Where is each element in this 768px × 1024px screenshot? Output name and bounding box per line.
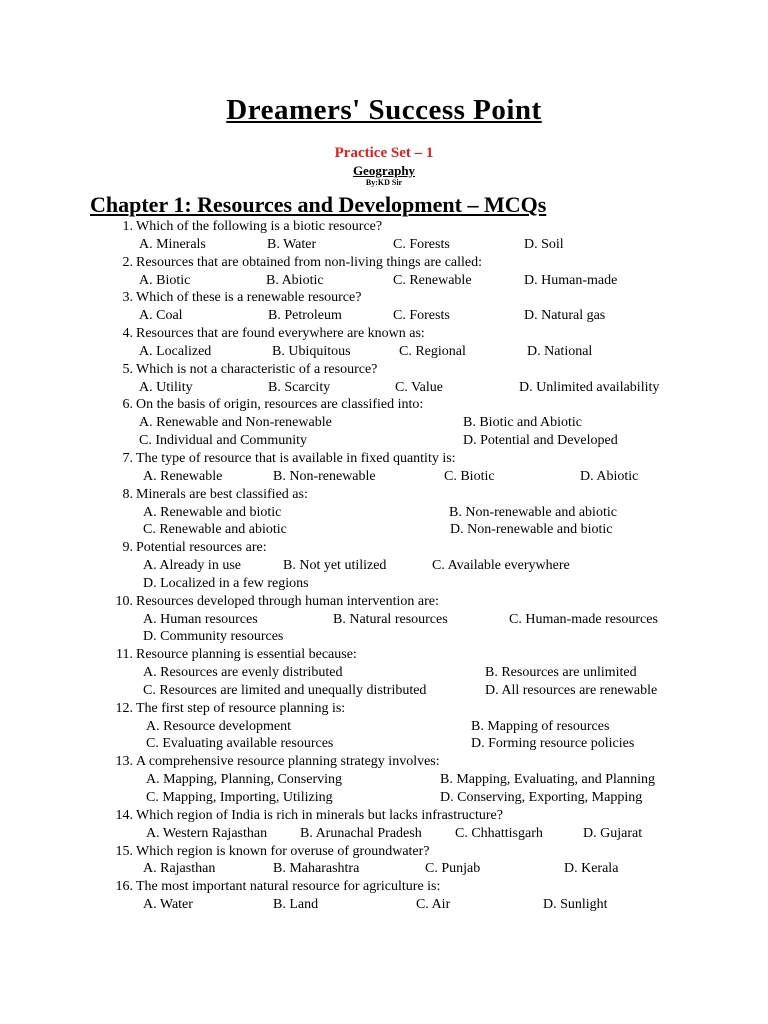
answer-option: A. Already in use xyxy=(143,558,241,574)
answer-option: B. Mapping of resources xyxy=(471,718,610,734)
answer-option: B. Resources are unlimited xyxy=(485,665,637,681)
question-number: 6. xyxy=(122,397,133,413)
question-text: The most important natural resource for agriculture is: xyxy=(136,879,441,895)
question-number: 16. xyxy=(115,879,133,895)
option-row xyxy=(0,414,768,432)
question-text: A comprehensive resource planning strategy involves: xyxy=(136,754,440,770)
answer-option: D. Abiotic xyxy=(580,468,639,484)
answer-option: A. Utility xyxy=(139,379,193,395)
question-list xyxy=(0,218,768,914)
question-text: The first step of resource planning is: xyxy=(136,700,346,716)
answer-option: B. Water xyxy=(267,236,317,252)
answer-option: C. Forests xyxy=(393,308,450,324)
answer-option: B. Ubiquitous xyxy=(272,343,351,359)
answer-option: C. Punjab xyxy=(425,861,481,877)
option-row xyxy=(0,718,768,736)
option-row xyxy=(0,504,768,522)
answer-option: A. Mapping, Planning, Conserving xyxy=(146,772,342,788)
answer-option: C. Regional xyxy=(399,343,466,359)
question-text: Resources that are obtained from non-living things are called: xyxy=(136,254,483,270)
brand-title: Dreamers' Success Point xyxy=(226,94,542,126)
answer-option: A. Resources are evenly distributed xyxy=(143,665,343,681)
question-text: Potential resources are: xyxy=(136,540,267,556)
option-row xyxy=(0,521,768,539)
answer-option: A. Human resources xyxy=(143,611,258,627)
question-number: 11. xyxy=(116,647,133,663)
answer-option: A. Renewable and biotic xyxy=(143,504,282,520)
question-4 xyxy=(0,325,768,343)
question-number: 14. xyxy=(115,807,133,823)
question-10 xyxy=(0,593,768,611)
question-3 xyxy=(0,289,768,307)
answer-option: B. Scarcity xyxy=(268,379,331,395)
answer-option: C. Biotic xyxy=(444,468,495,484)
answer-option: C. Forests xyxy=(393,236,450,252)
question-number: 2. xyxy=(122,254,133,270)
option-row xyxy=(0,468,768,486)
subject-label: Geography xyxy=(352,163,416,178)
answer-option: B. Land xyxy=(273,897,319,913)
question-text: Which region is known for overuse of groundwater? xyxy=(136,843,430,859)
option-row xyxy=(0,896,768,914)
answer-option: B. Not yet utilized xyxy=(283,558,387,574)
question-2 xyxy=(0,254,768,272)
question-text: Which of the following is a biotic resource? xyxy=(136,219,383,234)
question-text: Resources developed through human intervention are: xyxy=(136,593,439,609)
question-text: On the basis of origin, resources are classified into: xyxy=(136,397,424,413)
answer-option: D. Gujarat xyxy=(583,825,643,841)
answer-option: B. Maharashtra xyxy=(273,861,360,877)
answer-option: C. Mapping, Importing, Utilizing xyxy=(146,790,333,805)
option-row xyxy=(0,557,768,575)
answer-option: D. Human-made xyxy=(524,272,618,288)
answer-option: C. Value xyxy=(395,379,443,395)
question-1 xyxy=(0,218,768,236)
answer-option: A. Resource development xyxy=(146,718,292,734)
question-number: 9. xyxy=(122,540,133,556)
answer-option: B. Abiotic xyxy=(266,272,324,288)
practice-set-label: Practice Set – 1 xyxy=(334,145,434,161)
question-text: Which of these is a renewable resource? xyxy=(136,290,362,306)
answer-option: A. Rajasthan xyxy=(143,861,216,877)
option-row xyxy=(0,628,768,646)
answer-option: B. Natural resources xyxy=(333,611,448,627)
option-row xyxy=(0,236,768,254)
question-number: 7. xyxy=(122,450,133,466)
question-14 xyxy=(0,807,768,825)
option-row xyxy=(0,789,768,807)
answer-option: A. Renewable xyxy=(143,468,223,484)
answer-option: C. Evaluating available resources xyxy=(146,736,334,752)
option-row xyxy=(0,343,768,361)
question-text: Which is not a characteristic of a resource? xyxy=(136,361,378,377)
question-text: Which region of India is rich in minerals but lacks infrastructure? xyxy=(136,807,503,823)
answer-option: D. Conserving, Exporting, Mapping xyxy=(440,790,643,805)
option-row xyxy=(0,575,768,593)
question-text: The type of resource that is available in fixed quantity is: xyxy=(136,450,456,466)
answer-option: A. Minerals xyxy=(139,236,206,252)
answer-option: D. Potential and Developed xyxy=(463,433,618,449)
option-row xyxy=(0,825,768,843)
answer-option: D. Natural gas xyxy=(524,308,606,324)
question-number: 10. xyxy=(115,593,133,609)
answer-option: C. Renewable and abiotic xyxy=(143,522,287,538)
question-number: 1. xyxy=(122,219,133,234)
answer-option: D. Kerala xyxy=(564,861,619,877)
question-6 xyxy=(0,396,768,414)
option-row xyxy=(0,771,768,789)
question-number: 12. xyxy=(115,700,133,716)
option-row xyxy=(0,307,768,325)
question-16 xyxy=(0,878,768,896)
question-7 xyxy=(0,450,768,468)
question-13 xyxy=(0,753,768,771)
answer-option: C. Chhattisgarh xyxy=(455,825,543,841)
author-label: By:KD Sir xyxy=(365,178,403,187)
answer-option: C. Individual and Community xyxy=(139,433,307,449)
question-number: 13. xyxy=(115,754,133,770)
answer-option: D. Unlimited availability xyxy=(519,379,660,395)
option-row xyxy=(0,272,768,290)
answer-option: D. All resources are renewable xyxy=(485,682,658,698)
answer-option: C. Renewable xyxy=(393,272,472,288)
answer-option: C. Air xyxy=(416,897,451,913)
answer-option: B. Mapping, Evaluating, and Planning xyxy=(440,772,656,788)
answer-option: B. Arunachal Pradesh xyxy=(300,825,422,841)
question-number: 15. xyxy=(115,843,133,859)
answer-option: D. Non-renewable and biotic xyxy=(450,522,613,538)
question-12 xyxy=(0,700,768,718)
option-row xyxy=(0,611,768,629)
answer-option: B. Biotic and Abiotic xyxy=(463,415,582,431)
answer-option: A. Water xyxy=(143,897,193,913)
option-row xyxy=(0,860,768,878)
question-number: 3. xyxy=(122,290,133,306)
answer-option: C. Human-made resources xyxy=(509,611,658,627)
question-text: Minerals are best classified as: xyxy=(136,486,308,502)
answer-option: B. Petroleum xyxy=(268,308,342,324)
option-row xyxy=(0,735,768,753)
option-row xyxy=(0,379,768,397)
question-number: 4. xyxy=(122,326,133,342)
question-11 xyxy=(0,646,768,664)
option-row xyxy=(0,664,768,682)
question-text: Resources that are found everywhere are known as: xyxy=(136,326,425,342)
answer-option: C. Available everywhere xyxy=(432,558,570,574)
answer-option: D. Community resources xyxy=(143,629,284,645)
answer-option: D. Localized in a few regions xyxy=(143,575,309,591)
answer-option: D. Soil xyxy=(524,236,564,252)
answer-option: C. Resources are limited and unequally distributed xyxy=(143,682,427,698)
option-row xyxy=(0,432,768,450)
answer-option: A. Western Rajasthan xyxy=(146,825,268,841)
answer-option: A. Localized xyxy=(139,343,212,359)
answer-option: D. Sunlight xyxy=(543,897,608,913)
question-15 xyxy=(0,843,768,861)
answer-option: B. Non-renewable xyxy=(273,468,376,484)
answer-option: D. Forming resource policies xyxy=(471,736,635,752)
question-5 xyxy=(0,361,768,379)
answer-option: A. Renewable and Non-renewable xyxy=(139,415,332,431)
question-number: 5. xyxy=(122,361,133,377)
question-number: 8. xyxy=(122,486,133,502)
answer-option: B. Non-renewable and abiotic xyxy=(449,504,617,520)
answer-option: A. Biotic xyxy=(139,272,191,288)
option-row xyxy=(0,682,768,700)
chapter-title: Chapter 1: Resources and Development – MCQs xyxy=(90,192,547,217)
question-text: Resource planning is essential because: xyxy=(136,647,357,663)
question-9 xyxy=(0,539,768,557)
question-8 xyxy=(0,486,768,504)
answer-option: D. National xyxy=(527,343,593,359)
answer-option: A. Coal xyxy=(139,308,183,324)
